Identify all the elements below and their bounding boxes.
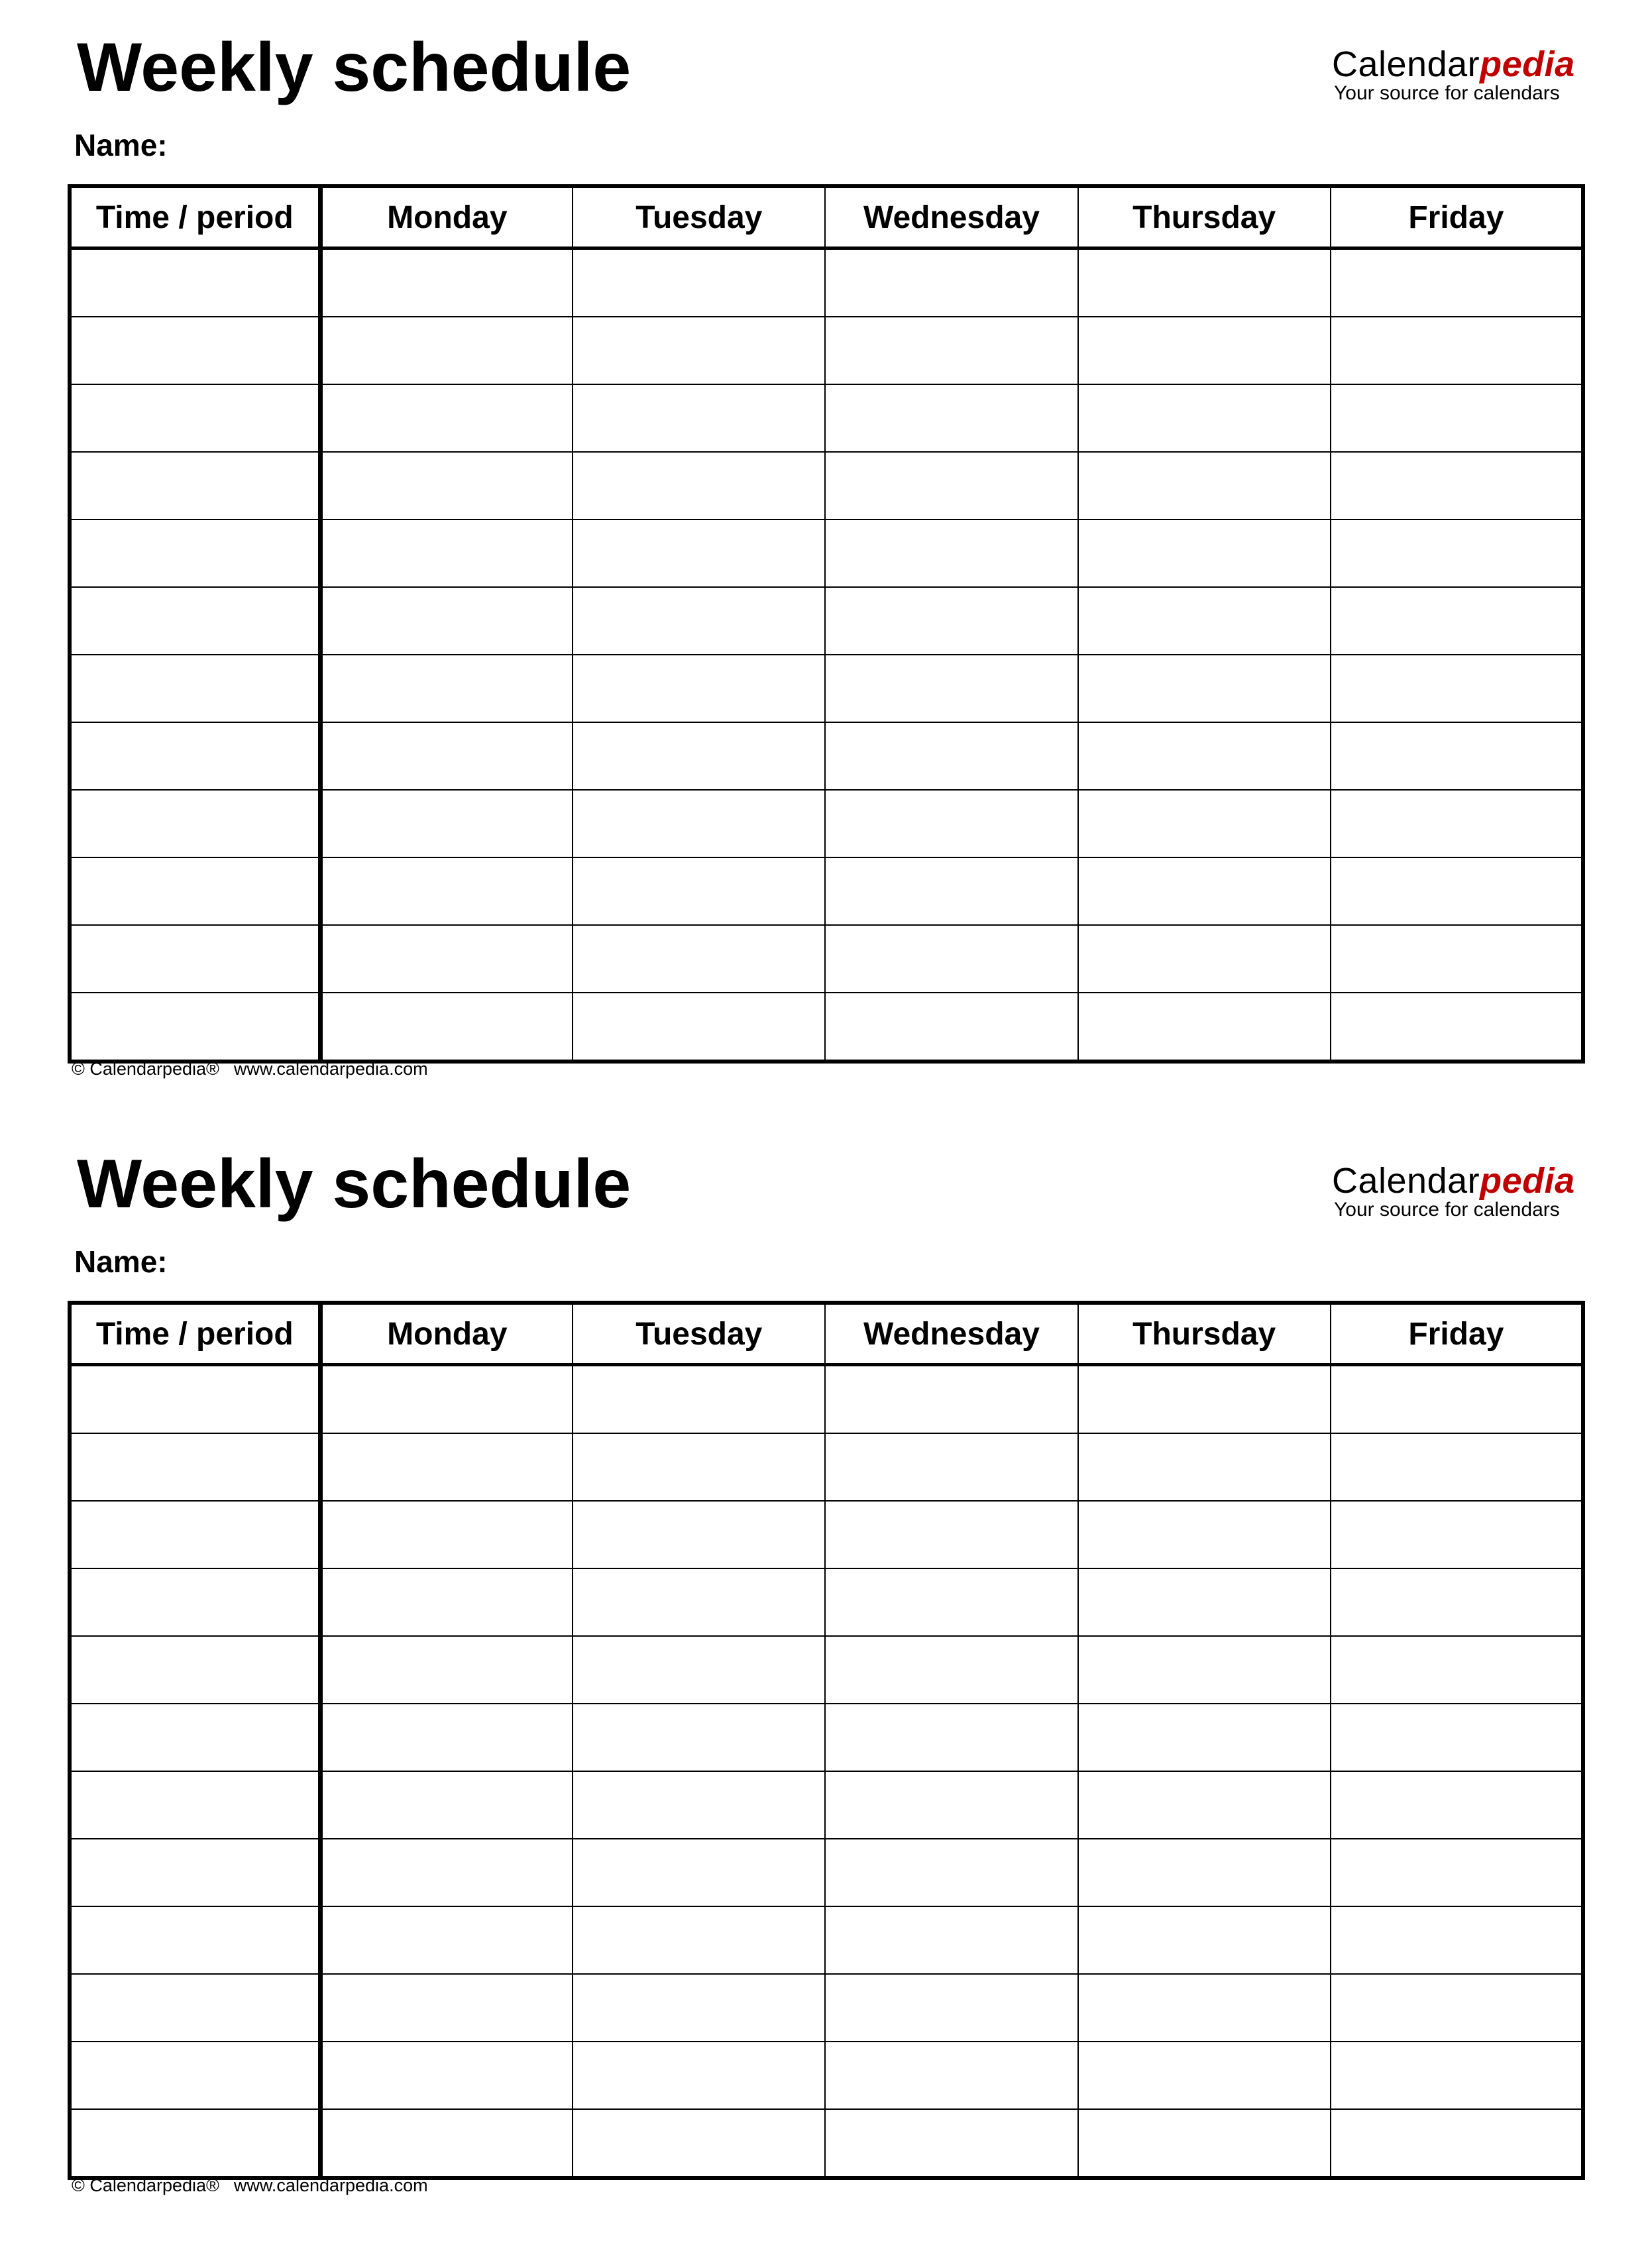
schedule-cell[interactable] <box>573 1906 825 1974</box>
schedule-cell[interactable] <box>320 1906 573 1974</box>
brand-logo <box>1332 46 1610 103</box>
schedule-cell[interactable] <box>825 452 1077 520</box>
schedule-body <box>70 1365 1583 2179</box>
schedule-cell[interactable] <box>573 1974 825 2042</box>
schedule-body <box>70 248 1583 1062</box>
schedule-table <box>68 184 1585 1064</box>
schedule-cell[interactable] <box>320 317 573 384</box>
schedule-cell[interactable] <box>1078 1704 1331 1771</box>
schedule-cell[interactable] <box>1331 248 1583 317</box>
table-row <box>70 790 1583 857</box>
brand-name-accent: pedia <box>1480 1161 1575 1201</box>
schedule-cell[interactable] <box>573 857 825 925</box>
schedule-cell[interactable] <box>825 520 1077 587</box>
table-row <box>70 1771 1583 1839</box>
schedule-cell[interactable] <box>825 857 1077 925</box>
schedule-cell[interactable] <box>1331 1839 1583 1906</box>
schedule-cell[interactable] <box>320 993 573 1062</box>
schedule-cell[interactable] <box>825 587 1077 655</box>
schedule-cell[interactable] <box>573 1636 825 1704</box>
schedule-cell[interactable] <box>573 317 825 384</box>
schedule-cell[interactable] <box>1331 2042 1583 2109</box>
schedule-cell[interactable] <box>825 1568 1077 1636</box>
schedule-cell[interactable] <box>320 722 573 790</box>
schedule-cell[interactable] <box>573 1771 825 1839</box>
schedule-cell[interactable] <box>320 1501 573 1568</box>
column-header-wednesday: Wednesday <box>825 186 1077 248</box>
page-title: Weekly schedule <box>77 29 632 106</box>
column-header-monday: Monday <box>320 1303 573 1365</box>
table-row <box>70 317 1583 384</box>
schedule-cell[interactable] <box>573 2109 825 2178</box>
time-period-cell[interactable] <box>70 1704 320 1771</box>
schedule-cell[interactable] <box>320 655 573 722</box>
schedule-sheet-2 <box>0 1117 1652 2236</box>
schedule-cell[interactable] <box>320 2109 573 2178</box>
schedule-cell[interactable] <box>1331 1704 1583 1771</box>
brand-name-accent: pedia <box>1480 44 1575 84</box>
time-period-cell[interactable] <box>70 1771 320 1839</box>
brand-logo <box>1332 1163 1610 1220</box>
schedule-cell[interactable] <box>1331 993 1583 1062</box>
table-row <box>70 1839 1583 1906</box>
time-period-cell[interactable] <box>70 1839 320 1906</box>
schedule-cell[interactable] <box>1078 2109 1331 2178</box>
footer-url[interactable]: www.calendarpedia.com <box>233 1059 428 1079</box>
time-period-cell[interactable] <box>70 857 320 925</box>
header-row <box>70 1303 1583 1365</box>
time-period-cell[interactable] <box>70 1433 320 1501</box>
time-period-cell[interactable] <box>70 1974 320 2042</box>
footer-copyright: © Calendarpedia® <box>72 2175 219 2195</box>
time-period-cell[interactable] <box>70 790 320 857</box>
footer-copyright: © Calendarpedia® <box>72 1059 219 1079</box>
schedule-cell[interactable] <box>825 2042 1077 2109</box>
brand-tagline: Your source for calendars <box>1334 1199 1560 1221</box>
schedule-cell[interactable] <box>825 925 1077 993</box>
schedule-cell[interactable] <box>320 520 573 587</box>
schedule-cell[interactable] <box>1331 1906 1583 1974</box>
time-period-cell[interactable] <box>70 925 320 993</box>
schedule-cell[interactable] <box>320 1704 573 1771</box>
table-row <box>70 248 1583 317</box>
time-period-cell[interactable] <box>70 655 320 722</box>
schedule-cell[interactable] <box>320 1974 573 2042</box>
schedule-cell[interactable] <box>573 1365 825 1434</box>
column-header-friday: Friday <box>1331 1303 1583 1365</box>
schedule-cell[interactable] <box>320 248 573 317</box>
schedule-cell[interactable] <box>573 452 825 520</box>
schedule-cell[interactable] <box>573 248 825 317</box>
schedule-cell[interactable] <box>825 1974 1077 2042</box>
schedule-table <box>68 1301 1585 2180</box>
table-row <box>70 655 1583 722</box>
schedule-cell[interactable] <box>825 384 1077 452</box>
schedule-cell[interactable] <box>1078 1636 1331 1704</box>
schedule-cell[interactable] <box>573 1433 825 1501</box>
schedule-cell[interactable] <box>320 1365 573 1434</box>
schedule-cell[interactable] <box>1078 1365 1331 1434</box>
schedule-cell[interactable] <box>1078 993 1331 1062</box>
schedule-cell[interactable] <box>1078 1839 1331 1906</box>
table-row <box>70 520 1583 587</box>
column-header-tuesday: Tuesday <box>573 1303 825 1365</box>
schedule-cell[interactable] <box>1078 1433 1331 1501</box>
schedule-cell[interactable] <box>1331 452 1583 520</box>
schedule-cell[interactable] <box>573 1704 825 1771</box>
brand-name <box>1332 46 1610 82</box>
time-period-cell[interactable] <box>70 2109 320 2178</box>
schedule-cell[interactable] <box>573 790 825 857</box>
schedule-cell[interactable] <box>825 1365 1077 1434</box>
schedule-cell[interactable] <box>573 587 825 655</box>
time-period-cell[interactable] <box>70 452 320 520</box>
schedule-cell[interactable] <box>320 452 573 520</box>
schedule-cell[interactable] <box>1078 587 1331 655</box>
schedule-cell[interactable] <box>1331 384 1583 452</box>
time-period-cell[interactable] <box>70 384 320 452</box>
column-header-monday: Monday <box>320 186 573 248</box>
schedule-cell[interactable] <box>320 1771 573 1839</box>
footer-url[interactable]: www.calendarpedia.com <box>233 2175 428 2195</box>
time-period-cell[interactable] <box>70 993 320 1062</box>
schedule-cell[interactable] <box>825 1636 1077 1704</box>
schedule-cell[interactable] <box>1078 925 1331 993</box>
footer <box>72 1060 428 1078</box>
schedule-cell[interactable] <box>1078 655 1331 722</box>
table-row <box>70 993 1583 1062</box>
brand-name <box>1332 1163 1610 1199</box>
schedule-cell[interactable] <box>320 384 573 452</box>
schedule-cell[interactable] <box>573 2042 825 2109</box>
column-header-thursday: Thursday <box>1078 186 1331 248</box>
schedule-cell[interactable] <box>1078 1501 1331 1568</box>
schedule-cell[interactable] <box>573 1501 825 1568</box>
schedule-cell[interactable] <box>320 1839 573 1906</box>
schedule-cell[interactable] <box>825 317 1077 384</box>
schedule-cell[interactable] <box>1331 1568 1583 1636</box>
time-period-cell[interactable] <box>70 1568 320 1636</box>
name-label: Name: <box>74 128 168 162</box>
brand-tagline: Your source for calendars <box>1334 82 1560 104</box>
schedule-cell[interactable] <box>573 1839 825 1906</box>
schedule-cell[interactable] <box>825 1704 1077 1771</box>
schedule-cell[interactable] <box>1078 452 1331 520</box>
schedule-cell[interactable] <box>1331 1501 1583 1568</box>
schedule-cell[interactable] <box>1078 317 1331 384</box>
schedule-cell[interactable] <box>1331 1433 1583 1501</box>
table-row <box>70 2109 1583 2178</box>
schedule-cell[interactable] <box>573 384 825 452</box>
time-period-cell[interactable] <box>70 520 320 587</box>
schedule-cell[interactable] <box>320 1568 573 1636</box>
column-header-time-period: Time / period <box>70 1303 320 1365</box>
schedule-cell[interactable] <box>1331 857 1583 925</box>
time-period-cell[interactable] <box>70 1906 320 1974</box>
table-row <box>70 925 1583 993</box>
schedule-cell[interactable] <box>1078 248 1331 317</box>
table-row <box>70 857 1583 925</box>
schedule-cell[interactable] <box>1331 1365 1583 1434</box>
schedule-cell[interactable] <box>1331 790 1583 857</box>
schedule-cell[interactable] <box>320 925 573 993</box>
schedule-cell[interactable] <box>825 2109 1077 2178</box>
brand-name-plain: Calendar <box>1332 44 1480 84</box>
time-period-cell[interactable] <box>70 248 320 317</box>
time-period-cell[interactable] <box>70 1365 320 1434</box>
footer <box>72 2177 428 2195</box>
schedule-cell[interactable] <box>1331 655 1583 722</box>
schedule-cell[interactable] <box>825 1839 1077 1906</box>
schedule-cell[interactable] <box>320 1433 573 1501</box>
column-header-friday: Friday <box>1331 186 1583 248</box>
schedule-cell[interactable] <box>1078 384 1331 452</box>
time-period-cell[interactable] <box>70 722 320 790</box>
schedule-cell[interactable] <box>1078 1771 1331 1839</box>
schedule-cell[interactable] <box>825 655 1077 722</box>
schedule-cell[interactable] <box>825 993 1077 1062</box>
schedule-cell[interactable] <box>573 993 825 1062</box>
schedule-cell[interactable] <box>1078 520 1331 587</box>
time-period-cell[interactable] <box>70 317 320 384</box>
column-header-thursday: Thursday <box>1078 1303 1331 1365</box>
time-period-cell[interactable] <box>70 2042 320 2109</box>
table-row <box>70 1501 1583 1568</box>
schedule-cell[interactable] <box>1078 1906 1331 1974</box>
schedule-cell[interactable] <box>1078 790 1331 857</box>
schedule-cell[interactable] <box>1078 722 1331 790</box>
table-row <box>70 1433 1583 1501</box>
schedule-cell[interactable] <box>573 722 825 790</box>
schedule-cell[interactable] <box>825 1501 1077 1568</box>
column-header-wednesday: Wednesday <box>825 1303 1077 1365</box>
header-row <box>70 186 1583 248</box>
table-row <box>70 1906 1583 1974</box>
schedule-cell[interactable] <box>1331 722 1583 790</box>
time-period-cell[interactable] <box>70 1501 320 1568</box>
schedule-cell[interactable] <box>573 1568 825 1636</box>
page-title: Weekly schedule <box>77 1146 632 1223</box>
schedule-cell[interactable] <box>573 520 825 587</box>
schedule-cell[interactable] <box>320 587 573 655</box>
schedule-sheet-1 <box>0 0 1652 1120</box>
schedule-cell[interactable] <box>825 1433 1077 1501</box>
schedule-cell[interactable] <box>1331 520 1583 587</box>
schedule-cell[interactable] <box>573 925 825 993</box>
schedule-cell[interactable] <box>825 1906 1077 1974</box>
schedule-cell[interactable] <box>1331 2109 1583 2178</box>
schedule-cell[interactable] <box>1078 1568 1331 1636</box>
column-header-time-period: Time / period <box>70 186 320 248</box>
table-row <box>70 384 1583 452</box>
schedule-cell[interactable] <box>825 1771 1077 1839</box>
schedule-cell[interactable] <box>320 857 573 925</box>
schedule-cell[interactable] <box>825 722 1077 790</box>
table-row <box>70 1365 1583 1434</box>
schedule-cell[interactable] <box>1331 1974 1583 2042</box>
table-row <box>70 2042 1583 2109</box>
schedule-cell[interactable] <box>825 790 1077 857</box>
schedule-cell[interactable] <box>1078 857 1331 925</box>
name-label: Name: <box>74 1244 168 1279</box>
table-row <box>70 587 1583 655</box>
table-row <box>70 1636 1583 1704</box>
table-row <box>70 1568 1583 1636</box>
schedule-cell[interactable] <box>1078 2042 1331 2109</box>
table-row <box>70 722 1583 790</box>
schedule-cell[interactable] <box>1331 587 1583 655</box>
schedule-cell[interactable] <box>320 790 573 857</box>
table-row <box>70 1704 1583 1771</box>
schedule-cell[interactable] <box>573 655 825 722</box>
schedule-cell[interactable] <box>1078 1974 1331 2042</box>
brand-name-plain: Calendar <box>1332 1161 1480 1201</box>
column-header-tuesday: Tuesday <box>573 186 825 248</box>
schedule-cell[interactable] <box>320 2042 573 2109</box>
schedule-cell[interactable] <box>825 248 1077 317</box>
time-period-cell[interactable] <box>70 1636 320 1704</box>
schedule-cell[interactable] <box>1331 925 1583 993</box>
time-period-cell[interactable] <box>70 587 320 655</box>
table-row <box>70 452 1583 520</box>
schedule-cell[interactable] <box>320 1636 573 1704</box>
schedule-cell[interactable] <box>1331 317 1583 384</box>
schedule-cell[interactable] <box>1331 1771 1583 1839</box>
table-row <box>70 1974 1583 2042</box>
schedule-cell[interactable] <box>1331 1636 1583 1704</box>
